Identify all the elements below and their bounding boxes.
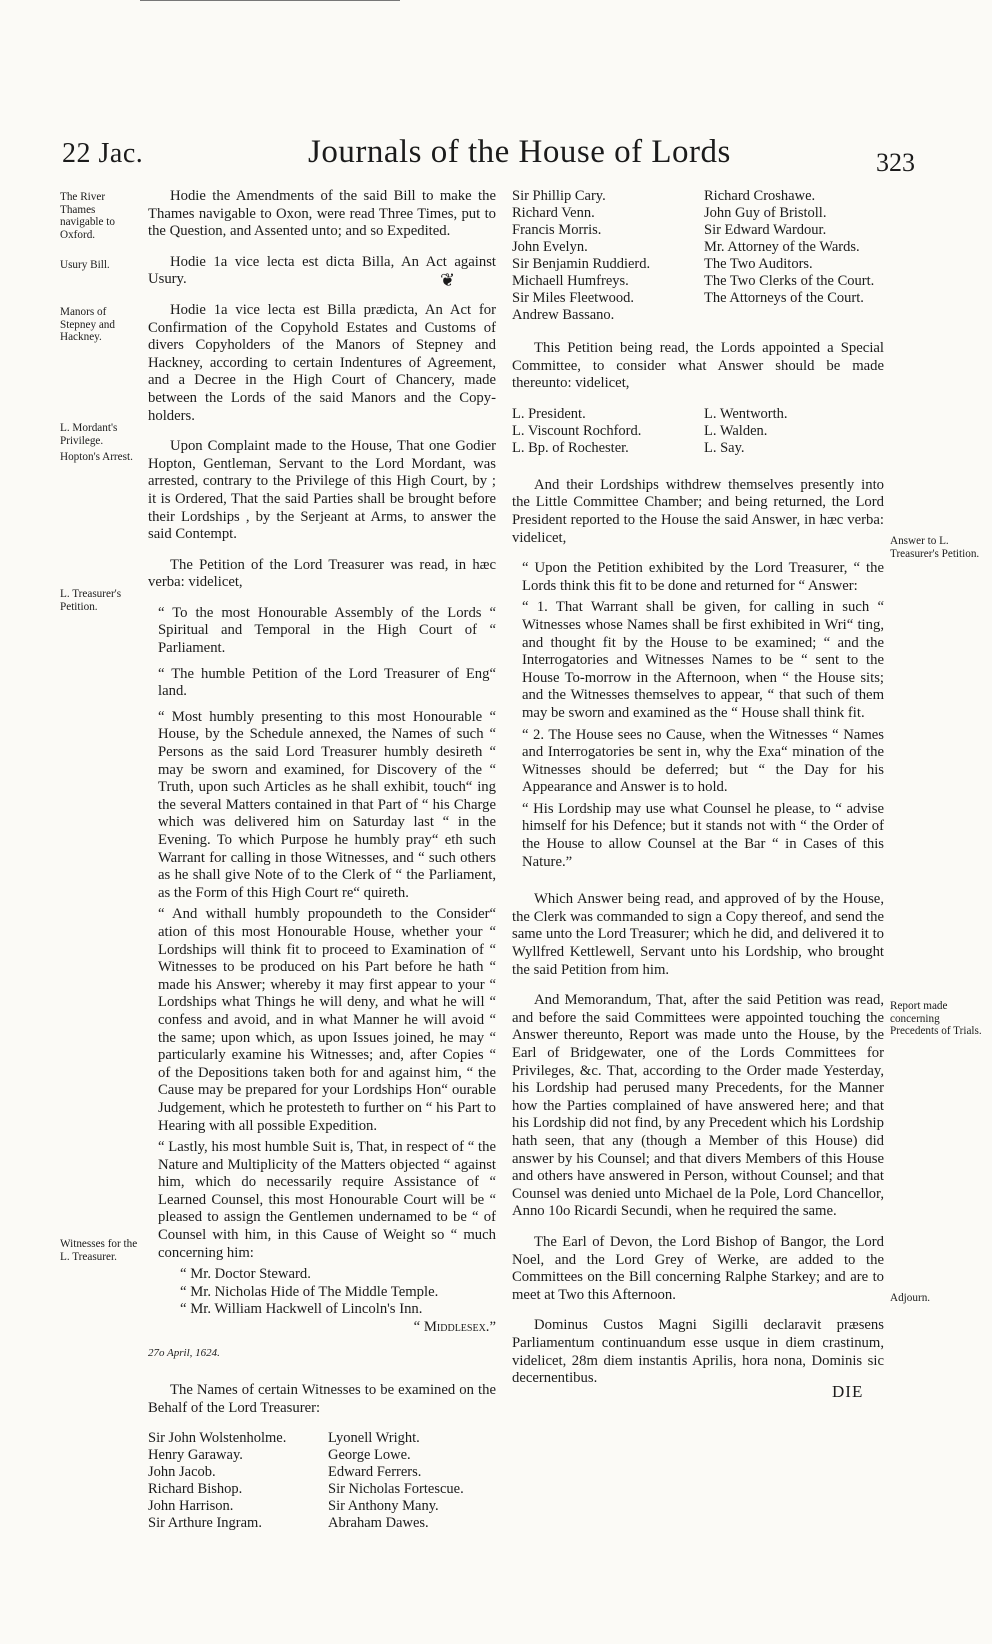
printer-mark: ❦ <box>440 270 456 290</box>
margin-note-treasurer-petition: L. Treasurer's Petition. <box>60 588 122 613</box>
witness-name: John Harrison. <box>148 1498 234 1515</box>
witness-name: Sir Edward Wardour. <box>704 222 827 238</box>
witness-name: John Guy of Bristoll. <box>704 205 827 221</box>
petition-signature: “ Middlesex.” <box>413 1319 496 1336</box>
page-number: 323 <box>876 148 915 177</box>
margin-note-answer: Answer to L. Treasurer's Petition. <box>890 535 980 560</box>
paragraph-thames: Hodie the Amendments of the said Bill to make the Thames navigable to Oxon, were read Three Times, put to the Question, and Assented unto; and so Expedited. <box>148 188 496 240</box>
committee-list <box>512 406 884 457</box>
witness-name: Richard Bishop. <box>148 1481 243 1498</box>
paragraph-answer-sent: Which Answer being read, and approved of by the House, the Clerk was commanded to sign a Copy thereof, and send the same unto the Lord Treasurer; which he did, and delivered it to Wyllfred Kettlewell, Servant unto his Lordship, who brought the said Petition from him. <box>512 891 884 978</box>
paragraph-devon: The Earl of Devon, the Lord Bishop of Bangor, the Lord Noel, and the Lord Grey of Werke, are added to the Committees on the Bill concerning Ralphe Starkey; and are to meet at Two this Afternoon. <box>512 1233 884 1303</box>
page-title: Journals of the House of Lords <box>308 134 731 170</box>
witness-name: The Attorneys of the Court. <box>704 290 864 306</box>
answer-point-1: “ 1. That Warrant shall be given, for calling in such “ Witnesses whose Names shall be first exhibited in Wri“ ting, and thought fit by the House to be examined; “ and the Interrogatories and Witnesses Names to be “ sent to the House To-morrow in the Afternoon, when “ the House sits; and the Witnesses themselves to appear, “ that such of them may be sworn and examined as the “ House shall think fit. <box>522 599 884 721</box>
witness-name: Francis Morris. <box>512 222 602 238</box>
witness-name: Richard Venn. <box>512 205 595 221</box>
petition-paragraph-3: “ Lastly, his most humble Suit is, That, in respect of “ the Nature and Multiplicity of the Matters objected “ against him, which do necessarily require Assistance of “ Learned Counsel, this most Honourable Court will be “ pleased to assign the Gentlemen undernamed to be “ of Counsel with him, in this Cause of Weight so “ much concerning him: <box>158 1139 496 1261</box>
witness-name: Abraham Dawes. <box>328 1515 429 1532</box>
witness-name: The Two Clerks of the Court. <box>704 273 875 289</box>
committee-member: L. Say. <box>704 439 745 456</box>
witness-name: Sir Arthure Ingram. <box>148 1515 262 1532</box>
petition-address: “ To the most Honourable Assembly of the Lords “ Spiritual and Temporal in the High Court of “ Parliament. <box>158 604 496 657</box>
witness-name: John Jacob. <box>148 1464 216 1481</box>
witness-name: Mr. Attorney of the Wards. <box>704 239 860 255</box>
committee-member: L. President. <box>512 405 586 422</box>
witness-name: Sir Phillip Cary. <box>512 188 606 204</box>
paragraph-adjourn: Dominus Custos Magni Sigilli declaravit præsens Parliamentum continuandum esse usque in diem crastinum, videlicet, 28m diem instantis Aprilis, hora nona, Dominis sic decernentibus. <box>512 1317 884 1387</box>
witness-name: George Lowe. <box>328 1447 411 1464</box>
counsel-item: “ Mr. Doctor Steward. <box>180 1266 311 1283</box>
witness-name: Sir Nicholas Fortescue. <box>328 1481 464 1498</box>
counsel-item: “ Mr. Nicholas Hide of The Middle Temple. <box>180 1283 439 1300</box>
counsel-item: “ Mr. William Hackwell of Lincoln's Inn. <box>180 1301 423 1318</box>
running-head-left: 22 Jac. <box>62 138 144 169</box>
catchword: DIE <box>832 1382 864 1401</box>
committee-member: L. Viscount Rochford. <box>512 422 642 439</box>
margin-note-usury: Usury Bill. <box>60 259 110 271</box>
witness-name: Henry Garaway. <box>148 1447 243 1464</box>
top-rule <box>140 0 400 5</box>
paragraph-witness-names: The Names of certain Witnesses to be examined on the Behalf of the Lord Treasurer: <box>148 1382 496 1416</box>
witness-name: Michaell Humfreys. <box>512 273 629 289</box>
left-column <box>148 188 496 1548</box>
answer-intro: “ Upon the Petition exhibited by the Lord Treasurer, “ the Lords think this fit to be done and returned for “ Answer: <box>522 560 884 594</box>
petition-date: 27o April, 1624. <box>148 1346 220 1359</box>
witness-name: John Evelyn. <box>512 239 588 255</box>
petition-paragraph-1: “ Most humbly presenting to this most Honourable “ House, by the Schedule annexed, the Names of such “ Persons as the said Lord Treasurer humbly desireth “ may be sworn and examined, for Discovery of the “ Truth, upon such Articles as he shall exhibit, touch“ ing the several Matters contained in that Part of “ his Charge which was delivered him on Saturday last “ in the Evening. To which Purpose he humbly pray“ eth such Warrant for calling in those Witnesses, and “ such others as he shall give Note of to the Clerk of “ the Parliament, as the Form of this High Court re“ quireth. <box>158 708 496 901</box>
margin-note-hopton: Hopton's Arrest. <box>60 451 133 463</box>
witness-name: Sir Benjamin Ruddierd. <box>512 256 651 272</box>
margin-note-thames: The River Thames navigable to Oxford. <box>60 191 115 241</box>
witness-name: Sir John Wolstenholme. <box>148 1430 287 1447</box>
margin-note-adjourn: Adjourn. <box>890 1292 931 1304</box>
witness-list-left <box>148 1430 496 1532</box>
paragraph-withdrew: And their Lordships withdrew themselves presently into the Little Committee Chamber; and being returned, the Lord President reported to the House the said Answer, in hæc verba: videlicet, <box>512 476 884 546</box>
paragraph-committee: This Petition being read, the Lords appointed a Special Committee, to consider what Answer should be made thereunto: videlicet, <box>512 340 884 392</box>
witness-name: Lyonell Wright. <box>328 1430 420 1447</box>
margin-note-manors: Manors of Stepney and Hackney. <box>60 306 115 343</box>
committee-member: L. Bp. of Rochester. <box>512 439 629 456</box>
right-column <box>512 188 884 1401</box>
paragraph-manors: Hodie 1a vice lecta est Billa prædicta, An Act for Confirmation of the Copyhold Estates and Customs of divers Copyholders of the Manors of Stepney and Hackney, according to certain Indentures of Agreement, and a Decree in the High Court of Chancery, made between the Lords of the said Manors and the Copy-holders. <box>148 301 496 424</box>
answer-point-3: “ His Lordship may use what Counsel he please, to “ advise himself for his Defence; but it stands not with “ the Order of the House to allow Counsel at the Bar “ in Cases of this Nature.” <box>522 800 884 870</box>
witness-name: The Two Auditors. <box>704 256 813 272</box>
committee-member: L. Wentworth. <box>704 405 788 422</box>
witness-name: Sir Miles Fleetwood. <box>512 290 635 306</box>
petition-heading: “ The humble Petition of the Lord Treasurer of Eng“ land. <box>158 665 496 700</box>
petition-paragraph-2: “ And withall humbly propoundeth to the Consider“ ation of this most Honourable House, whether your “ Lordships will think fit to proceed to Examination of “ Witnesses to be produced on his Part before he hath “ made his Answer; whereby it may first appear to your “ Lordships what Things he will deny, and what he will “ confess and avoid, and in what Manner he will avoid “ the same; upon which, as upon Issues joined, he may “ particularly examine his Witnesses; and, after Copies “ of the Depositions taken both for and against him, “ the Cause may be prepared for your Lordships Hon“ ourable Judgement, which he protesteth to further on “ his Part to Hearing with all possible Expedition. <box>158 906 496 1134</box>
committee-member: L. Walden. <box>704 422 768 439</box>
witness-name: Richard Croshawe. <box>704 188 816 204</box>
paragraph-memorandum: And Memorandum, That, after the said Petition was read, and before the said Committees were appointed touching the Answer thereunto, Report was made unto the House, by the Earl of Bridgewater, one of the Lords Committees for Privileges, &c. That, according to the Order made Yesterday, his Lordship had perused many Precedents, for the Manner how the Parties complained of have answered here; and that his Lordship did not find, by any Precedent which his Lordship hath seen, that any (though a Member of this House) did answer by his Counsel; and that divers Members of this House and others have answered in Person, without Counsel; and that Counsel was denied unto Michael de la Pole, Lord Chancellor, Anno 10o Ricardi Secundi, when he required the same. <box>512 992 884 1220</box>
answer-point-2: “ 2. The House sees no Cause, when the Witnesses “ Names and Interrogatories be sent in, why the Exa“ mination of the Witnesses should be deferred; but “ the Day for his Appearance and Answer is to hold. <box>522 726 884 796</box>
witness-name: Sir Anthony Many. <box>328 1498 439 1515</box>
margin-note-witnesses: Witnesses for the L. Treasurer. <box>60 1238 138 1263</box>
margin-note-mordant: L. Mordant's Privilege. <box>60 422 118 447</box>
witness-name: Andrew Bassano. <box>512 307 615 323</box>
margin-note-report: Report made concerning Precedents of Trials. <box>890 1000 982 1037</box>
paragraph-usury: Hodie 1a vice lecta est dicta Billa, An Act against Usury. <box>148 253 496 288</box>
witness-list-right <box>512 188 884 324</box>
paragraph-complaint: Upon Complaint made to the House, That one Godier Hopton, Gentleman, Servant to the Lord Mordant, was arrested, contrary to the Privilege of this High Court, by ; it is Ordered, That the said Parties shall be brought before their Lordships , by the Serjeant at Arms, to answer the said Contempt. <box>148 438 496 543</box>
paragraph-petition-read: The Petition of the Lord Treasurer was read, in hæc verba: videlicet, <box>148 556 496 591</box>
witness-name: Edward Ferrers. <box>328 1464 422 1481</box>
